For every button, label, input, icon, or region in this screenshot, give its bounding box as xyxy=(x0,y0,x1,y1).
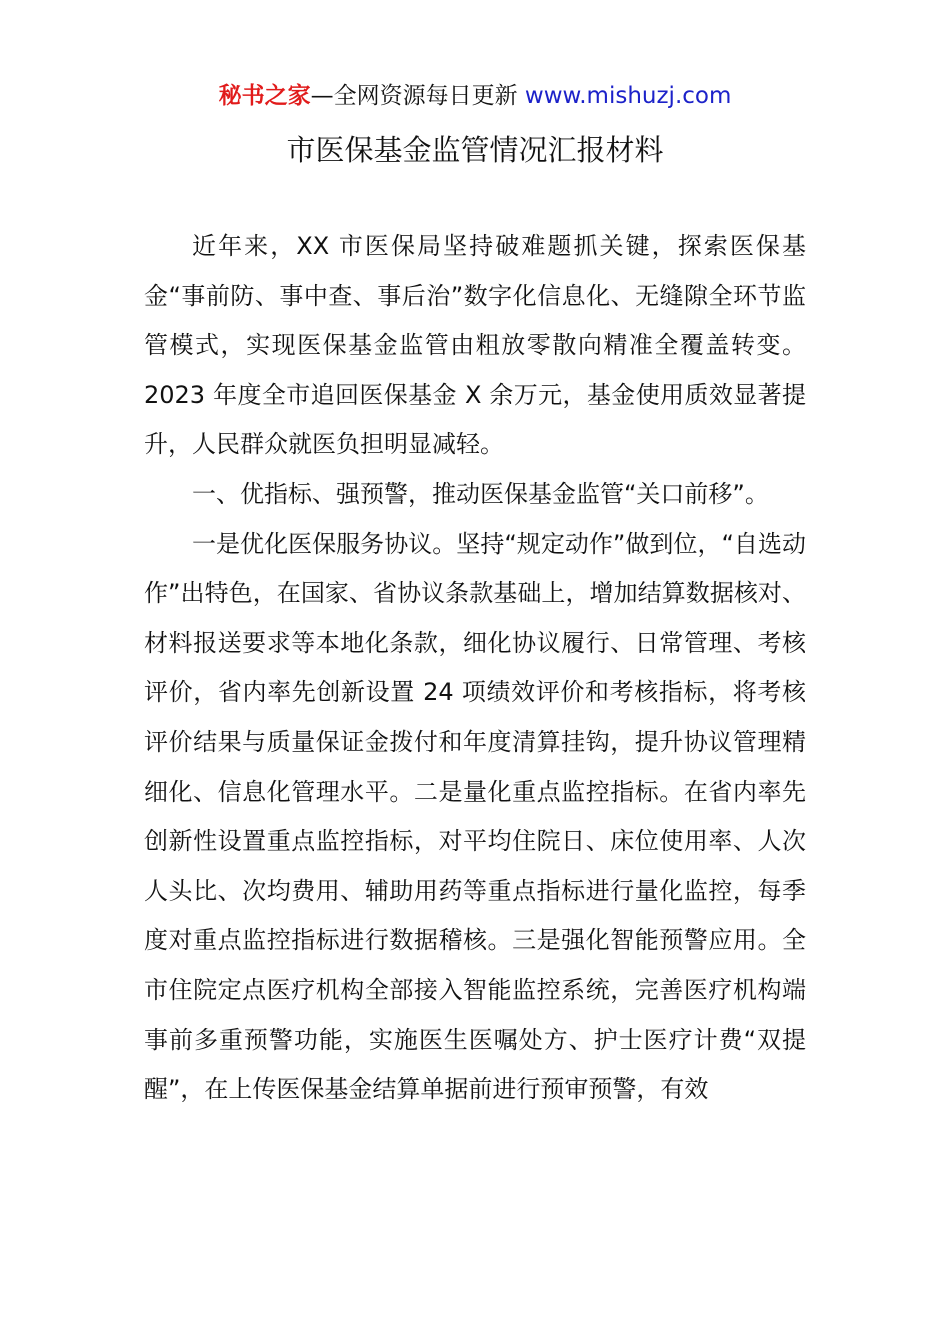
site-url-link[interactable]: www.mishuzj.com xyxy=(524,83,732,109)
paragraph-intro: 近年来，XX 市医保局坚持破难题抓关键，探索医保基金“事前防、事中查、事后治”数字化信息化、无缝隙全环节监管模式，实现医保基金监管由粗放零散向精准全覆盖转变。2023 年度全市追回医保基金 X 余万元，基金使用质效显著提升，人民群众就医负担明显减轻。 xyxy=(144,232,806,459)
site-banner xyxy=(0,80,950,112)
document-title: 市医保基金监管情况汇报材料 xyxy=(286,133,664,167)
document-body xyxy=(144,222,806,1115)
banner-tagline: —全网资源每日更新 xyxy=(310,83,525,109)
paragraph-section-heading: 一、优指标、强预警，推动医保基金监管“关口前移”。 xyxy=(192,479,769,508)
paragraph-section-body: 一是优化医保服务协议。坚持“规定动作”做到位，“自选动作”出特色，在国家、省协议条款基础上，增加结算数据核对、材料报送要求等本地化条款，细化协议履行、日常管理、考核评价，省内率先创新设置 24 项绩效评价和考核指标，将考核评价结果与质量保证金拨付和年度清算挂钩，提升协议管理精细化、信息化管理水平。二是量化重点监控指标。在省内率先创新性设置重点监控指标，对平均住院日、床位使用率、人次人头比、次均费用、辅助用药等重点指标进行量化监控，每季度对重点监控指标进行数据稽核。三是强化智能预警应用。全市住院定点医疗机构全部接入智能监控系统，完善医疗机构端事前多重预警功能，实施医生医嘱处方、护士医疗计费“双提醒”，在上传医保基金结算单据前进行预审预警，有效 xyxy=(144,529,806,1104)
brand-name: 秘书之家 xyxy=(218,83,311,109)
